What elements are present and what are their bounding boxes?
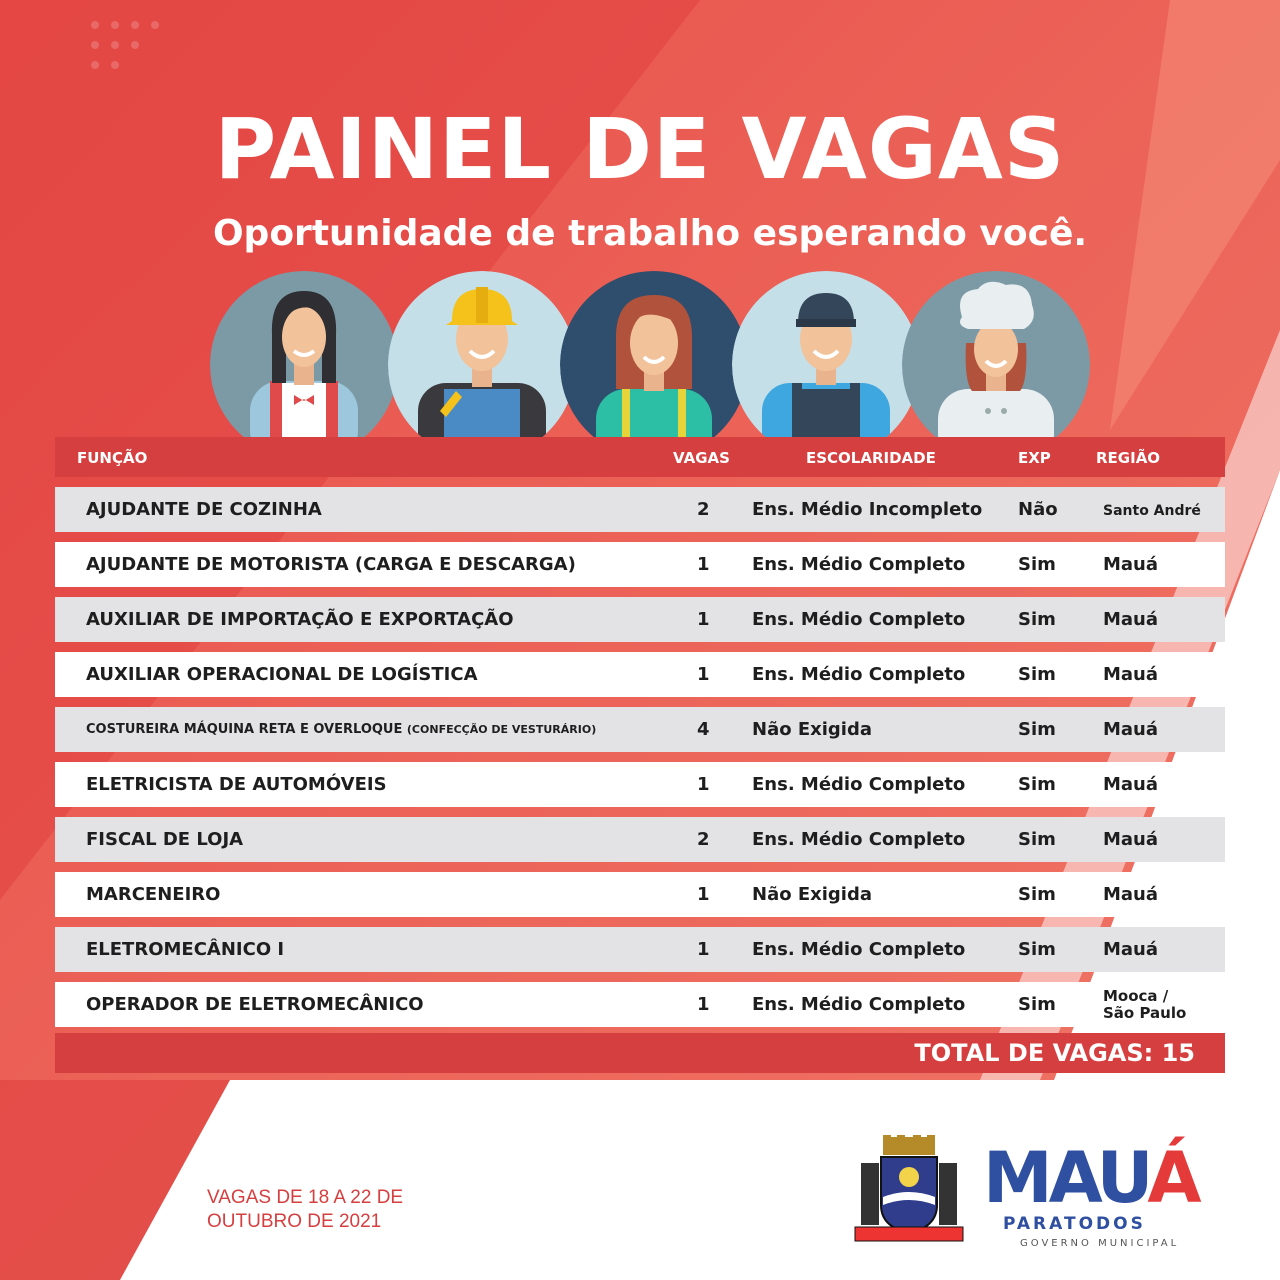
maua-logo <box>980 1128 1210 1258</box>
cell-exp: Sim <box>1018 554 1056 575</box>
cell-regiao: Mauá <box>1103 939 1159 960</box>
table-body <box>55 477 1225 1037</box>
logo-part-blue: MAU <box>983 1137 1148 1219</box>
header-vagas: VAGAS <box>673 449 730 467</box>
cell-regiao: Mauá <box>1103 829 1159 850</box>
cell-exp: Sim <box>1018 774 1056 795</box>
total-vagas: TOTAL DE VAGAS: 15 <box>914 1039 1195 1067</box>
table-row <box>55 542 1225 587</box>
cell-regiao: Mauá <box>1103 719 1159 740</box>
total-bar <box>55 1033 1225 1073</box>
cell-regiao <box>1103 988 1186 1022</box>
cell-vagas: 1 <box>697 939 710 960</box>
cell-regiao: Mauá <box>1103 774 1159 795</box>
logo-part-red: Á <box>1147 1137 1198 1219</box>
table-row <box>55 652 1225 697</box>
cell-funcao: ELETROMECÂNICO I <box>86 939 285 960</box>
cell-escolaridade: Não Exigida <box>752 884 873 905</box>
cell-vagas: 1 <box>697 994 710 1015</box>
period-line-2: OUTUBRO DE 2021 <box>207 1211 382 1232</box>
cell-funcao-note: (CONFECÇÃO DE VESTURÁRIO) <box>406 723 597 736</box>
cell-exp: Sim <box>1018 939 1056 960</box>
cell-vagas: 1 <box>697 609 710 630</box>
waitress-icon <box>210 271 398 438</box>
logo-wordmark <box>983 1136 1198 1220</box>
cell-escolaridade: Ens. Médio Completo <box>752 609 966 630</box>
cell-vagas: 1 <box>697 884 710 905</box>
cell-funcao: FISCAL DE LOJA <box>86 829 244 850</box>
cell-escolaridade: Não Exigida <box>752 719 873 740</box>
page-subtitle: Oportunidade de trabalho esperando você. <box>212 213 1088 254</box>
cell-exp: Sim <box>1018 994 1056 1015</box>
cell-regiao: Mauá <box>1103 554 1159 575</box>
table-row <box>55 817 1225 862</box>
table-row <box>55 597 1225 642</box>
period-note <box>207 1186 467 1234</box>
cell-exp: Não <box>1018 499 1058 520</box>
logo-subtitle: GOVERNO MUNICIPAL <box>1020 1238 1180 1249</box>
page-title: PAINEL DE VAGAS <box>214 100 1066 198</box>
job-table <box>55 437 1225 1037</box>
period-line-1: VAGAS DE 18 A 22 DE <box>207 1187 404 1208</box>
cell-escolaridade: Ens. Médio Completo <box>752 774 966 795</box>
cell-escolaridade: Ens. Médio Completo <box>752 939 966 960</box>
table-row <box>55 927 1225 972</box>
cell-exp: Sim <box>1018 664 1056 685</box>
cell-regiao-line2: São Paulo <box>1103 1004 1187 1022</box>
header-regiao: REGIÃO <box>1096 449 1161 467</box>
cell-exp: Sim <box>1018 884 1056 905</box>
cell-funcao: ELETRICISTA DE AUTOMÓVEIS <box>86 774 387 795</box>
table-row <box>55 762 1225 807</box>
woman-apron-icon <box>560 271 748 438</box>
header-funcao: FUNÇÃO <box>77 449 148 467</box>
cell-funcao: MARCENEIRO <box>86 884 221 905</box>
cell-vagas: 4 <box>697 719 710 740</box>
cell-funcao-main: COSTUREIRA MÁQUINA RETA E OVERLOQUE <box>86 722 403 737</box>
cell-escolaridade: Ens. Médio Completo <box>752 829 966 850</box>
cell-escolaridade: Ens. Médio Completo <box>752 664 966 685</box>
cell-funcao: AJUDANTE DE COZINHA <box>86 499 322 520</box>
table-row <box>55 487 1225 532</box>
header-escolaridade: ESCOLARIDADE <box>806 449 936 467</box>
cell-escolaridade: Ens. Médio Completo <box>752 994 966 1015</box>
avatar-row <box>0 268 1280 438</box>
cell-vagas: 1 <box>697 664 710 685</box>
cell-vagas: 2 <box>697 829 710 850</box>
table-row <box>55 707 1225 752</box>
cell-vagas: 1 <box>697 554 710 575</box>
cell-regiao: Santo André <box>1103 503 1201 519</box>
cell-regiao: Mauá <box>1103 884 1159 905</box>
cell-vagas: 1 <box>697 774 710 795</box>
cell-funcao <box>86 707 596 752</box>
cell-exp: Sim <box>1018 829 1056 850</box>
table-row <box>55 872 1225 917</box>
cell-escolaridade: Ens. Médio Incompleto <box>752 499 983 520</box>
table-header <box>55 437 1225 477</box>
cell-funcao: OPERADOR DE ELETROMECÂNICO <box>86 994 424 1015</box>
cell-regiao: Mauá <box>1103 609 1159 630</box>
cell-vagas: 2 <box>697 499 710 520</box>
table-row <box>55 982 1225 1027</box>
cell-regiao: Mauá <box>1103 664 1159 685</box>
cell-exp: Sim <box>1018 609 1056 630</box>
cell-exp: Sim <box>1018 719 1056 740</box>
chef-icon <box>902 271 1090 438</box>
construction-worker-icon <box>388 271 576 438</box>
city-coat-of-arms-icon <box>853 1135 965 1243</box>
cell-regiao-line1: Mooca / <box>1103 987 1169 1005</box>
cell-escolaridade: Ens. Médio Completo <box>752 554 966 575</box>
cell-funcao: AJUDANTE DE MOTORISTA (CARGA E DESCARGA) <box>86 554 576 575</box>
cell-funcao: AUXILIAR DE IMPORTAÇÃO E EXPORTAÇÃO <box>86 609 514 630</box>
mechanic-icon <box>732 271 920 438</box>
header-exp: EXP <box>1018 449 1051 467</box>
cell-funcao: AUXILIAR OPERACIONAL DE LOGÍSTICA <box>86 664 478 685</box>
logo-tagline: PARATODOS <box>1003 1214 1146 1234</box>
